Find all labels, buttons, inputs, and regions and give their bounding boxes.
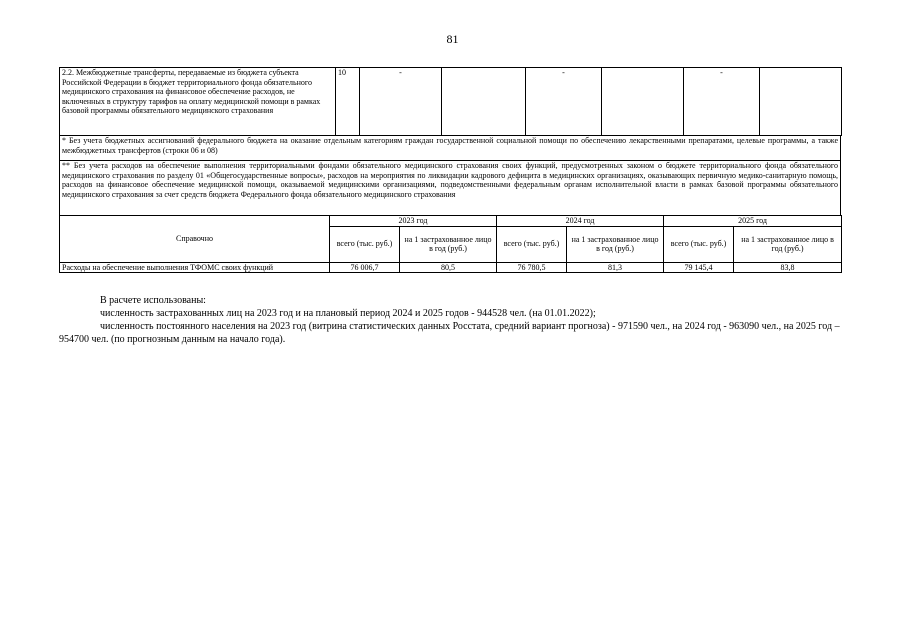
footer-line-3: численность постоянного населения на 2023 год (витрина статистических данных Росстата, средний вариант прогноза) - 971590 чел., на 2024 год - 963090 чел., на 2025 год – 954700 чел. (по прогнозным данным на начало года). (59, 321, 840, 345)
row-label: 2.2. Межбюджетные трансферты, передаваемые из бюджета субъекта Российской Федерации в бюджет территориального фонда обязательного медицинского страхования на финансовое обеспечение расходов, не включенных в структуру тарифов на оплату медицинской помощи в рамках базовой программы обязательного медицинского страхования (60, 68, 336, 136)
table-row-2-2 (59, 67, 842, 136)
column-header-per-person: на 1 застрахованное лицо в год (руб.) (400, 226, 497, 262)
column-header-per-person: на 1 застрахованное лицо в год (руб.) (567, 226, 664, 262)
footnote-single-asterisk: * Без учета бюджетных ассигнований федерального бюджета на оказание отдельным категориям граждан государственной социальной помощи по обеспечению лекарственными препаратами, целевые программы, а также межбюджетных трансфертов (строки 06 и 08) (59, 135, 841, 161)
year-header: 2024 год (497, 216, 664, 227)
cell: - (684, 68, 760, 136)
column-header-total: всего (тыс. руб.) (497, 226, 567, 262)
reference-row-label: Расходы на обеспечение выполнения ТФОМС своих функций (60, 262, 330, 273)
cell: - (360, 68, 442, 136)
page-number: 81 (446, 32, 459, 46)
value-cell: 83,8 (734, 262, 842, 273)
column-header-total: всего (тыс. руб.) (330, 226, 400, 262)
column-header-total: всего (тыс. руб.) (664, 226, 734, 262)
value-cell: 80,5 (400, 262, 497, 273)
footer-line-1: В расчете использованы: (100, 295, 206, 306)
year-header: 2023 год (330, 216, 497, 227)
row-code: 10 (336, 68, 360, 136)
value-cell: 76 006,7 (330, 262, 400, 273)
reference-header-label: Справочно (60, 216, 330, 263)
cell: - (526, 68, 602, 136)
value-cell: 81,3 (567, 262, 664, 273)
reference-table (59, 215, 842, 273)
footer-line-2: численность застрахованных лиц на 2023 год и на плановый период 2024 и 2025 годов - 944528 чел. (на 01.01.2022); (100, 308, 596, 319)
value-cell: 76 780,5 (497, 262, 567, 273)
cell (602, 68, 684, 136)
value-cell: 79 145,4 (664, 262, 734, 273)
column-header-per-person: на 1 застрахованное лицо в год (руб.) (734, 226, 842, 262)
year-header: 2025 год (664, 216, 842, 227)
cell (760, 68, 842, 136)
footnote-double-asterisk: ** Без учета расходов на обеспечение выполнения территориальными фондами обязательного медицинского страхования своих функций, предусмотренных законом о бюджете территориального фонда обязательного медицинского страхования по разделу 01 «Общегосударственные вопросы», расходов на мероприятия по ликвидации кадрового дефицита в медицинских организациях, оказывающих первичную медико-санитарную помощь, расходов на финансовое обеспечение медицинской помощи, оказываемой медицинскими организациями, подведомственными федеральным органам исполнительной власти в рамках базовой программы обязательного медицинского страхования за счет средств бюджета Федерального фонда обязательного медицинского страхования (59, 160, 841, 216)
cell (442, 68, 526, 136)
footer-notes (59, 294, 841, 346)
